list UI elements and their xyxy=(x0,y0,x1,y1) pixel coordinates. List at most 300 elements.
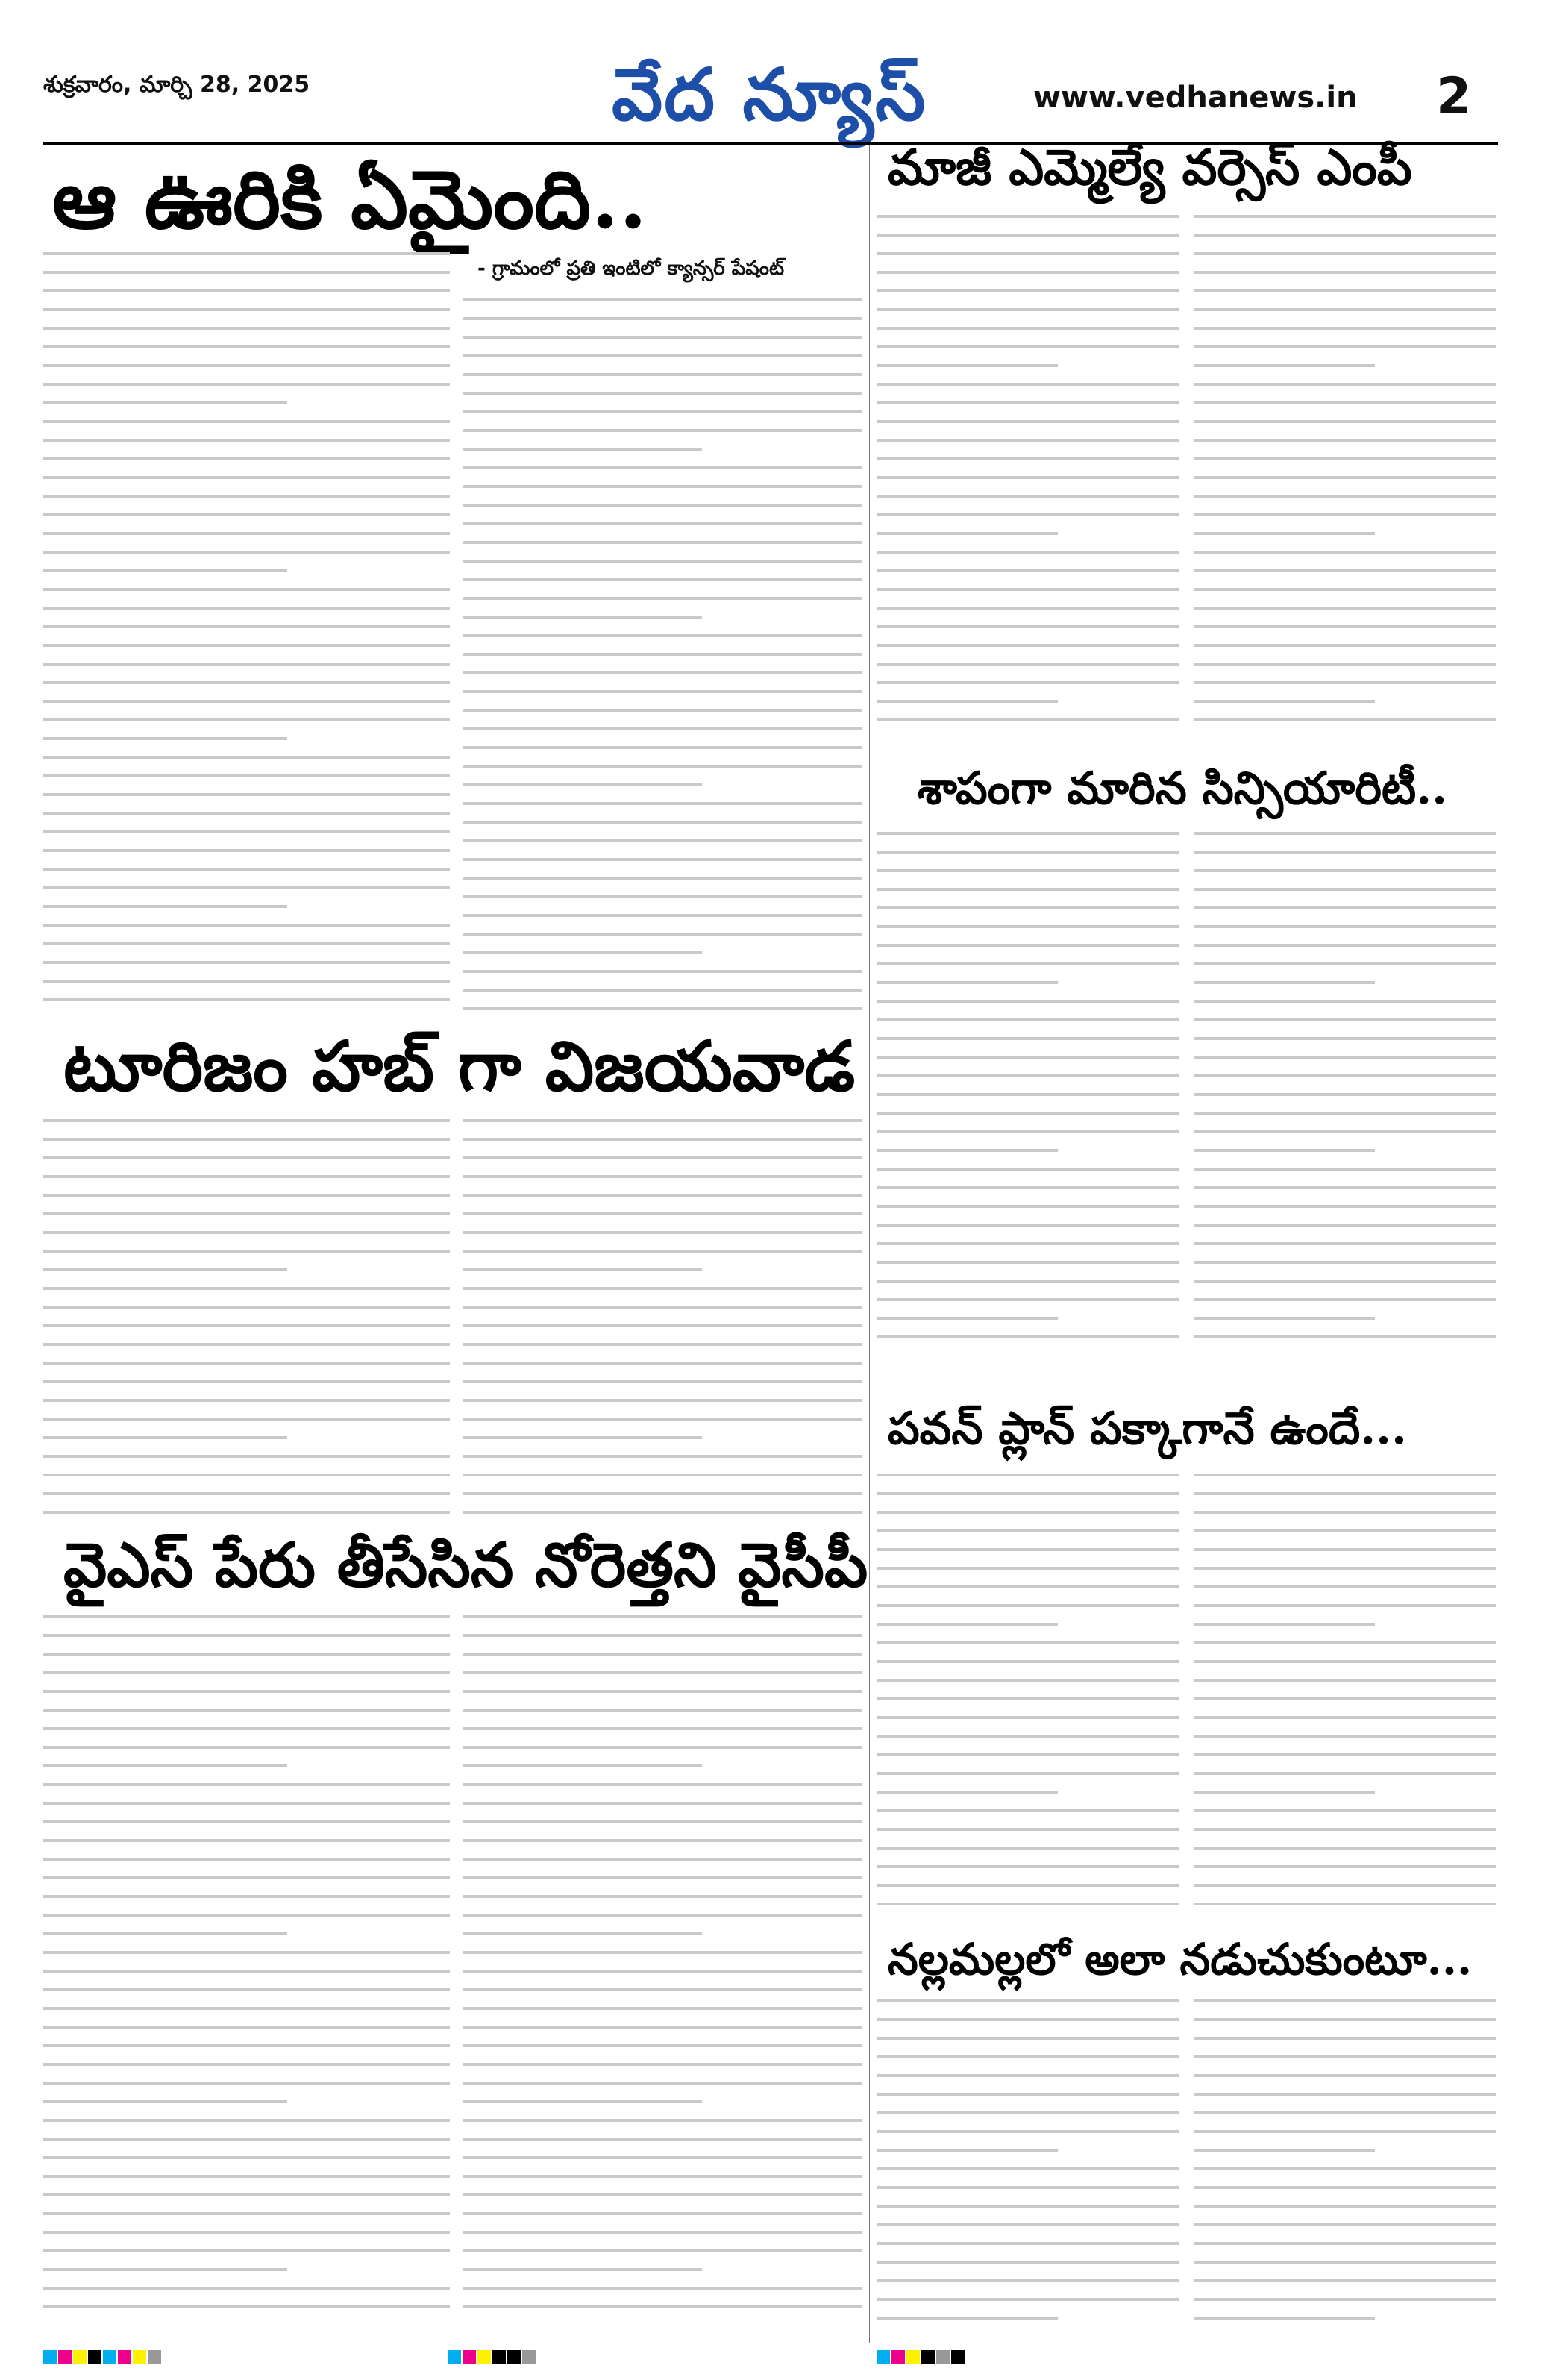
text-line xyxy=(43,2175,450,2178)
text-line xyxy=(1194,1809,1496,1812)
subhead-village: - గ్రామంలో ప్రతి ఇంటిలో క్యాన్సర్ పేషంట్ xyxy=(477,257,785,280)
text-line xyxy=(43,569,287,572)
text-line xyxy=(463,1914,862,1917)
text-line xyxy=(1194,383,1496,386)
article-body-ys-col1 xyxy=(43,1615,450,2332)
text-line xyxy=(877,420,1179,423)
text-line xyxy=(1194,420,1496,423)
text-line xyxy=(463,1287,862,1290)
text-line xyxy=(43,383,450,386)
text-line xyxy=(43,1764,287,1767)
text-line xyxy=(877,401,1179,404)
text-line xyxy=(877,700,1058,703)
article-body-sincerity-col2 xyxy=(1194,832,1496,1369)
text-line xyxy=(43,663,450,666)
text-line xyxy=(463,317,862,320)
text-line xyxy=(463,2100,702,2103)
text-line xyxy=(1194,2317,1375,2320)
text-line xyxy=(463,392,862,395)
text-line xyxy=(1194,1791,1375,1794)
article-body-village-col1 xyxy=(43,252,450,1028)
text-line xyxy=(1194,1224,1496,1227)
text-line xyxy=(877,1074,1179,1077)
page-number: 2 xyxy=(1436,67,1472,126)
text-line xyxy=(877,2111,1179,2114)
text-line xyxy=(463,1492,862,1495)
text-line xyxy=(43,2268,287,2271)
text-line xyxy=(43,2156,450,2159)
text-line xyxy=(877,234,1179,237)
text-line xyxy=(1194,1317,1375,1320)
text-line xyxy=(877,495,1179,498)
column-divider xyxy=(869,145,870,2343)
text-line xyxy=(1194,1242,1496,1245)
text-line xyxy=(877,551,1179,554)
text-line xyxy=(43,1324,450,1327)
text-line xyxy=(463,1727,862,1730)
text-line xyxy=(877,1280,1179,1283)
newspaper-logo: వేద న్యూస్ xyxy=(612,52,927,137)
text-line xyxy=(877,1641,1179,1644)
text-line xyxy=(43,2287,450,2290)
text-line xyxy=(877,1149,1058,1152)
text-line xyxy=(463,970,862,973)
text-line xyxy=(1194,345,1496,348)
text-line xyxy=(877,1529,1179,1532)
text-line xyxy=(1194,2242,1496,2245)
text-line xyxy=(1194,1074,1496,1077)
text-line xyxy=(877,252,1179,255)
text-line xyxy=(877,289,1179,292)
text-line xyxy=(463,522,862,525)
text-line xyxy=(43,364,450,367)
text-line xyxy=(877,832,1179,835)
text-line xyxy=(1194,495,1496,498)
text-line xyxy=(43,345,450,348)
text-line xyxy=(1194,1529,1496,1532)
text-line xyxy=(43,1839,450,1842)
text-line xyxy=(43,1858,450,1861)
text-line xyxy=(1194,1130,1496,1133)
text-line xyxy=(1194,1604,1496,1607)
text-line xyxy=(877,1697,1179,1700)
text-line xyxy=(877,1018,1179,1021)
text-line xyxy=(1194,1056,1496,1059)
text-line xyxy=(877,644,1179,647)
text-line xyxy=(463,1306,862,1309)
text-line xyxy=(1194,700,1375,703)
article-body-village-col2 xyxy=(463,298,862,1030)
text-line xyxy=(463,2063,862,2066)
text-line xyxy=(463,373,862,376)
text-line xyxy=(877,2167,1179,2170)
text-line xyxy=(43,718,450,721)
text-line xyxy=(43,457,450,460)
text-line xyxy=(1194,2130,1496,2133)
text-line xyxy=(877,383,1179,386)
text-line xyxy=(463,2175,862,2178)
text-line xyxy=(877,1205,1179,1208)
text-line xyxy=(43,812,450,815)
text-line xyxy=(1194,439,1496,442)
text-line xyxy=(43,1876,450,1879)
article-body-tourism-col2 xyxy=(463,1119,862,1537)
text-line xyxy=(1194,1149,1375,1152)
text-line xyxy=(43,1156,450,1159)
text-line xyxy=(43,1194,450,1197)
text-line xyxy=(877,1679,1179,1682)
text-line xyxy=(877,681,1179,684)
text-line xyxy=(43,774,450,777)
text-line xyxy=(463,1418,862,1421)
text-line xyxy=(1194,1716,1496,1719)
text-line xyxy=(43,961,450,964)
text-line xyxy=(877,981,1058,984)
text-line xyxy=(877,1604,1179,1607)
text-line xyxy=(463,1671,862,1674)
text-line xyxy=(43,1727,450,1730)
text-line xyxy=(1194,308,1496,311)
text-line xyxy=(43,1914,450,1917)
text-line xyxy=(463,1268,702,1271)
text-line xyxy=(43,308,450,311)
text-line xyxy=(463,1119,862,1122)
text-line xyxy=(1194,1641,1496,1644)
text-line xyxy=(463,1709,862,1712)
text-line xyxy=(1194,2223,1496,2226)
text-line xyxy=(1194,1280,1496,1283)
text-line xyxy=(1194,588,1496,591)
text-line xyxy=(463,895,862,898)
text-line xyxy=(463,1324,862,1327)
text-line xyxy=(463,1175,862,1178)
text-line xyxy=(43,1455,450,1458)
text-line xyxy=(43,1492,450,1495)
text-line xyxy=(463,1746,862,1749)
text-line xyxy=(877,1298,1179,1301)
text-line xyxy=(877,625,1179,628)
text-line xyxy=(877,1865,1179,1868)
text-line xyxy=(877,2261,1179,2264)
text-line xyxy=(43,551,450,554)
headline-ys-name: వైఎస్ పేరు తీసేసిన నోరెత్తని వైసీపీ xyxy=(63,1529,868,1601)
text-line xyxy=(463,2268,702,2271)
text-line xyxy=(877,308,1179,311)
text-line xyxy=(463,2193,862,2196)
text-line xyxy=(43,1802,450,1805)
text-line xyxy=(463,448,702,451)
text-line xyxy=(43,513,450,516)
text-line xyxy=(43,1746,450,1749)
text-line xyxy=(463,1820,862,1823)
text-line xyxy=(463,1194,862,1197)
text-line xyxy=(1194,1298,1496,1301)
text-line xyxy=(463,504,862,507)
text-line xyxy=(43,2119,450,2122)
text-line xyxy=(463,429,862,432)
text-line xyxy=(43,1690,450,1693)
text-line xyxy=(463,783,702,786)
text-line xyxy=(43,1970,450,1973)
text-line xyxy=(463,839,862,842)
text-line xyxy=(877,364,1058,367)
text-line xyxy=(463,690,862,693)
text-line xyxy=(1194,289,1496,292)
registration-marks-center xyxy=(448,2350,537,2364)
text-line xyxy=(877,1037,1179,1040)
text-line xyxy=(43,998,450,1001)
text-line xyxy=(43,1671,450,1674)
text-line xyxy=(877,1261,1179,1264)
text-line xyxy=(1194,944,1496,947)
text-line xyxy=(877,1567,1179,1570)
text-line xyxy=(1194,1093,1496,1096)
text-line xyxy=(877,2018,1179,2021)
text-line xyxy=(43,644,450,647)
text-line xyxy=(463,2305,862,2308)
text-line xyxy=(463,765,862,768)
text-line xyxy=(43,1951,450,1954)
article-body-pawan-col1 xyxy=(877,1474,1179,1921)
text-line xyxy=(877,607,1179,610)
text-line xyxy=(43,1250,450,1253)
text-line xyxy=(463,709,862,712)
text-line xyxy=(1194,513,1496,516)
text-line xyxy=(463,616,702,619)
text-line xyxy=(1194,2186,1496,2189)
text-line xyxy=(463,1653,862,1656)
text-line xyxy=(43,2305,450,2308)
text-line xyxy=(43,1511,450,1514)
headline-sincerity: శాపంగా మారిన సిన్సియారిటీ.. xyxy=(918,762,1448,815)
text-line xyxy=(877,215,1179,218)
text-line xyxy=(463,410,862,413)
text-line xyxy=(1194,2279,1496,2282)
text-line xyxy=(1194,252,1496,255)
text-line xyxy=(1194,2018,1496,2021)
text-line xyxy=(1194,2093,1496,2096)
text-line xyxy=(463,951,702,954)
text-line xyxy=(43,420,450,423)
text-line xyxy=(1194,888,1496,891)
text-line xyxy=(463,2026,862,2029)
text-line xyxy=(1194,981,1375,984)
text-line xyxy=(43,1932,287,1935)
text-line xyxy=(43,2063,450,2066)
text-line xyxy=(877,2317,1058,2320)
text-line xyxy=(1194,1753,1496,1756)
text-line xyxy=(877,2074,1179,2077)
text-line xyxy=(43,1709,450,1712)
text-line xyxy=(43,1634,450,1637)
text-line xyxy=(463,2249,862,2252)
text-line xyxy=(463,1362,862,1365)
text-line xyxy=(43,2193,450,2196)
text-line xyxy=(1194,2149,1375,2152)
text-line xyxy=(463,1839,862,1842)
text-line xyxy=(1194,1018,1496,1021)
text-line xyxy=(1194,1903,1496,1905)
text-line xyxy=(877,2298,1179,2301)
text-line xyxy=(43,2249,450,2252)
headline-pawan-plan: పవన్ ప్లాన్ పక్కాగానే ఉందే... xyxy=(888,1403,1407,1455)
text-line xyxy=(877,1000,1179,1003)
text-line xyxy=(877,1112,1179,1115)
text-line xyxy=(463,1764,702,1767)
text-line xyxy=(1194,2037,1496,2040)
text-line xyxy=(877,1224,1179,1227)
text-line xyxy=(877,439,1179,442)
text-line xyxy=(1194,569,1496,572)
text-line xyxy=(1194,364,1375,367)
text-line xyxy=(43,1820,450,1823)
text-line xyxy=(1194,1865,1496,1868)
text-line xyxy=(463,1250,862,1253)
text-line xyxy=(463,1858,862,1861)
text-line xyxy=(43,532,450,535)
text-line xyxy=(877,1492,1179,1495)
text-line xyxy=(43,905,287,908)
headline-mla-vs-mp: మాజీ ఎమ్మెల్యే వర్సెస్ ఎంపీ xyxy=(888,138,1412,196)
text-line xyxy=(43,1399,450,1402)
text-line xyxy=(877,513,1179,516)
text-line xyxy=(463,1876,862,1879)
text-line xyxy=(463,597,862,600)
text-line xyxy=(43,1362,450,1365)
text-line xyxy=(43,327,450,330)
text-line xyxy=(463,1399,862,1402)
text-line xyxy=(877,1474,1179,1476)
text-line xyxy=(43,401,287,404)
text-line xyxy=(877,906,1179,909)
text-line xyxy=(1194,1205,1496,1208)
text-line xyxy=(463,727,862,730)
text-line xyxy=(43,756,450,759)
text-line xyxy=(43,942,450,945)
text-line xyxy=(463,1932,702,1935)
text-line xyxy=(43,1615,450,1618)
text-line xyxy=(877,1056,1179,1059)
text-line xyxy=(463,858,862,861)
text-line xyxy=(43,2007,450,2010)
text-line xyxy=(463,671,862,674)
text-line xyxy=(43,980,450,983)
text-line xyxy=(877,851,1179,854)
text-line xyxy=(1194,869,1496,872)
text-line xyxy=(463,2044,862,2047)
text-line xyxy=(1194,271,1496,274)
text-line xyxy=(877,2055,1179,2058)
text-line xyxy=(1194,215,1496,218)
text-line xyxy=(463,2082,862,2085)
text-line xyxy=(463,1988,862,1991)
text-line xyxy=(43,868,450,871)
text-line xyxy=(463,2212,862,2215)
text-line xyxy=(1194,625,1496,628)
text-line xyxy=(43,607,450,610)
text-line xyxy=(877,1093,1179,1096)
text-line xyxy=(1194,2055,1496,2058)
text-line xyxy=(877,457,1179,460)
text-line xyxy=(43,1474,450,1476)
text-line xyxy=(1194,1679,1496,1682)
text-line xyxy=(463,1455,862,1458)
text-line xyxy=(1194,1567,1496,1570)
text-line xyxy=(43,2212,450,2215)
text-line xyxy=(877,1186,1179,1189)
text-line xyxy=(463,802,862,805)
text-line xyxy=(463,1138,862,1141)
text-line xyxy=(877,476,1179,479)
text-line xyxy=(43,625,450,628)
text-line xyxy=(1194,2298,1496,2301)
text-line xyxy=(43,1988,450,1991)
text-line xyxy=(1194,457,1496,460)
text-line xyxy=(877,925,1179,928)
text-line xyxy=(463,2138,862,2141)
text-line xyxy=(877,2205,1179,2208)
text-line xyxy=(1194,1168,1496,1171)
text-line xyxy=(43,289,450,292)
text-line xyxy=(463,1951,862,1954)
text-line xyxy=(877,532,1058,535)
text-line xyxy=(1194,1037,1496,1040)
text-line xyxy=(43,588,450,591)
text-line xyxy=(463,2156,862,2159)
text-line xyxy=(1194,1548,1496,1551)
text-line xyxy=(43,1138,450,1141)
text-line xyxy=(1194,1186,1496,1189)
text-line xyxy=(877,1903,1179,1905)
text-line xyxy=(1194,401,1496,404)
text-line xyxy=(463,485,862,488)
text-line xyxy=(1194,2167,1496,2170)
text-line xyxy=(877,1335,1179,1338)
text-line xyxy=(463,1783,862,1786)
text-line xyxy=(877,2149,1058,2152)
text-line xyxy=(1194,681,1496,684)
text-line xyxy=(1194,1474,1496,1476)
text-line xyxy=(877,1847,1179,1850)
text-line xyxy=(43,1268,287,1271)
text-line xyxy=(463,746,862,749)
article-body-tourism-col1 xyxy=(43,1119,450,1537)
text-line xyxy=(43,2138,450,2141)
text-line xyxy=(463,560,862,563)
text-line xyxy=(43,1380,450,1383)
text-line xyxy=(43,271,450,274)
text-line xyxy=(43,476,450,479)
headline-tourism: టూరిజం హబ్ గా విజయవాడ xyxy=(63,1026,856,1106)
text-line xyxy=(1194,1697,1496,1700)
text-line xyxy=(463,578,862,581)
article-body-mla-col1 xyxy=(877,215,1179,752)
text-line xyxy=(43,1175,450,1178)
text-line xyxy=(43,439,450,442)
text-line xyxy=(43,2082,450,2085)
text-line xyxy=(877,1716,1179,1719)
text-line xyxy=(43,681,450,684)
text-line xyxy=(877,1511,1179,1514)
text-line xyxy=(1194,1000,1496,1003)
text-line xyxy=(43,793,450,796)
text-line xyxy=(43,1895,450,1898)
text-line xyxy=(43,1306,450,1309)
text-line xyxy=(1194,1585,1496,1588)
website-url[interactable]: www.vedhanews.in xyxy=(1033,81,1358,115)
text-line xyxy=(1194,1999,1496,2002)
text-line xyxy=(1194,1511,1496,1514)
